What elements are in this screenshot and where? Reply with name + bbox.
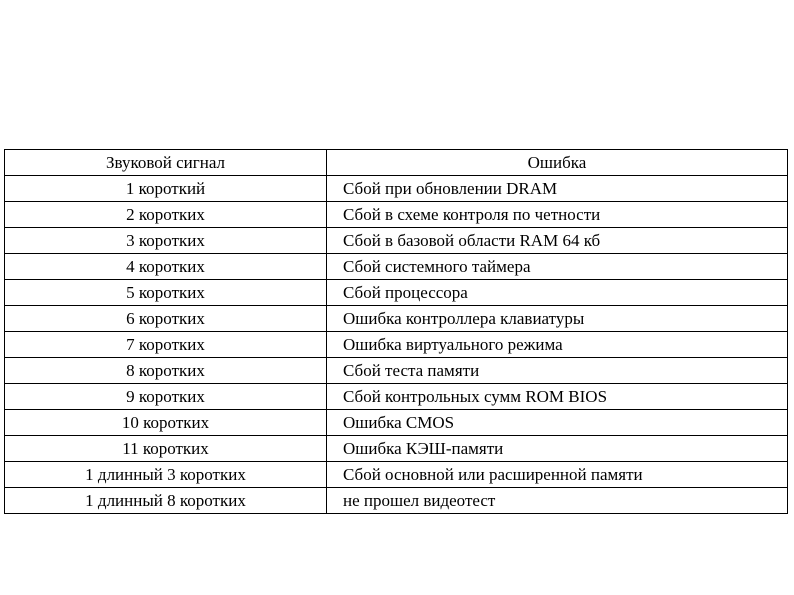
signal-cell: 8 коротких xyxy=(5,358,327,384)
table-row xyxy=(5,254,788,280)
signal-cell: 11 коротких xyxy=(5,436,327,462)
error-cell: Сбой основной или расширенной памяти xyxy=(327,462,788,488)
error-cell: Сбой системного таймера xyxy=(327,254,788,280)
error-cell: Сбой в базовой области RAM 64 кб xyxy=(327,228,788,254)
table-row xyxy=(5,488,788,514)
error-cell: Сбой контрольных сумм ROM BIOS xyxy=(327,384,788,410)
beep-code-table xyxy=(4,149,788,514)
signal-cell: 1 короткий xyxy=(5,176,327,202)
signal-cell: 1 длинный 3 коротких xyxy=(5,462,327,488)
error-cell: Ошибка КЭШ-памяти xyxy=(327,436,788,462)
table-body xyxy=(5,176,788,514)
signal-cell: 6 коротких xyxy=(5,306,327,332)
table-row xyxy=(5,332,788,358)
header-error: Ошибка xyxy=(327,150,788,176)
signal-cell: 10 коротких xyxy=(5,410,327,436)
error-cell: Сбой в схеме контроля по четности xyxy=(327,202,788,228)
signal-cell: 4 коротких xyxy=(5,254,327,280)
header-signal: Звуковой сигнал xyxy=(5,150,327,176)
signal-cell: 3 коротких xyxy=(5,228,327,254)
table-row xyxy=(5,462,788,488)
error-cell: Сбой процессора xyxy=(327,280,788,306)
signal-cell: 5 коротких xyxy=(5,280,327,306)
error-cell: не прошел видеотест xyxy=(327,488,788,514)
signal-cell: 9 коротких xyxy=(5,384,327,410)
error-cell: Ошибка контроллера клавиатуры xyxy=(327,306,788,332)
table-row xyxy=(5,176,788,202)
error-cell: Сбой теста памяти xyxy=(327,358,788,384)
table-row xyxy=(5,306,788,332)
table-row xyxy=(5,228,788,254)
signal-cell: 1 длинный 8 коротких xyxy=(5,488,327,514)
error-cell: Ошибка CMOS xyxy=(327,410,788,436)
table-row xyxy=(5,358,788,384)
error-cell: Ошибка виртуального режима xyxy=(327,332,788,358)
error-cell: Сбой при обновлении DRAM xyxy=(327,176,788,202)
table-header-row xyxy=(5,150,788,176)
table-row xyxy=(5,410,788,436)
table-row xyxy=(5,202,788,228)
table-row xyxy=(5,280,788,306)
table-row xyxy=(5,436,788,462)
signal-cell: 2 коротких xyxy=(5,202,327,228)
signal-cell: 7 коротких xyxy=(5,332,327,358)
table-row xyxy=(5,384,788,410)
